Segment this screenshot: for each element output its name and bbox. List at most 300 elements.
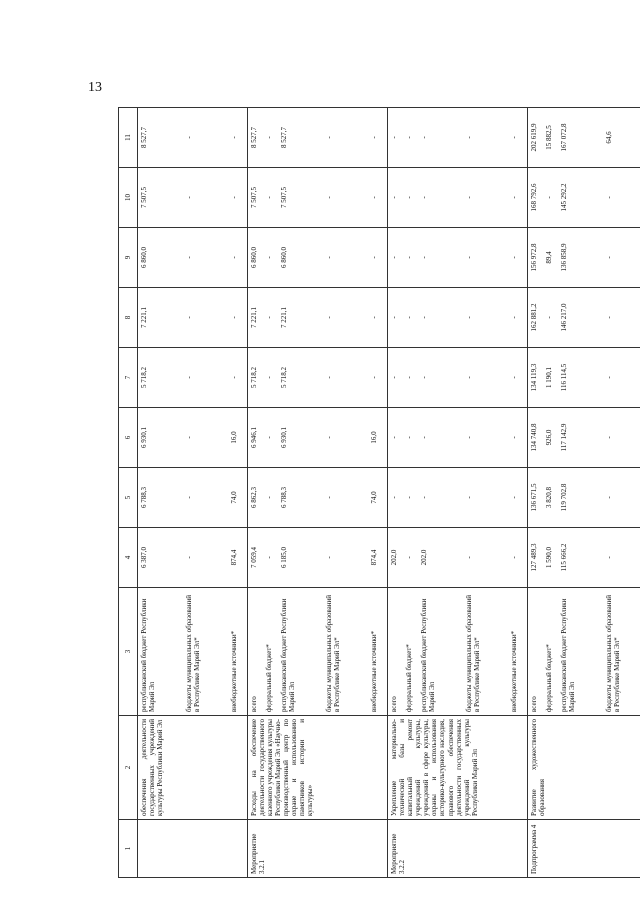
line-gap	[258, 171, 265, 224]
line-gap	[538, 531, 545, 584]
funding-source-label: внебюджетные источники*	[510, 630, 519, 712]
line-gap	[238, 591, 245, 712]
line-gap	[223, 171, 230, 224]
line-gap	[318, 351, 325, 404]
value-cell-col-11	[138, 108, 248, 168]
line-gap	[398, 231, 405, 284]
value: 134 740,8	[530, 423, 539, 452]
line-gap	[178, 591, 185, 712]
line-gap	[398, 531, 405, 584]
funding-source-label: внебюджетные источники*	[370, 630, 379, 712]
value: -	[370, 316, 379, 319]
line-gap	[503, 111, 510, 164]
value: -	[510, 316, 519, 319]
line-gap	[398, 411, 405, 464]
value: 8 527,7	[280, 127, 289, 148]
value: 202,0	[420, 549, 429, 566]
value: -	[405, 256, 414, 259]
line-gap	[273, 471, 280, 524]
line-gap	[378, 531, 385, 584]
value: -	[230, 136, 238, 139]
line-gap	[518, 111, 525, 164]
value: -	[370, 256, 379, 259]
line-gap	[258, 471, 265, 524]
value: -	[265, 316, 274, 319]
value: 6 860,0	[250, 247, 259, 268]
value: 7 221,1	[280, 307, 289, 328]
line-gap	[413, 471, 420, 524]
value-cell-col-8	[388, 288, 528, 348]
line-gap	[538, 351, 545, 404]
line-gap	[503, 411, 510, 464]
line-gap	[273, 351, 280, 404]
value-cell-col-5	[248, 468, 388, 528]
value: 134 119,3	[530, 363, 539, 392]
line-gap	[238, 231, 245, 284]
row-code-cell: Подпрограмма 4	[528, 820, 640, 878]
value-cell-col-6	[248, 408, 388, 468]
value: 1 590,0	[545, 547, 554, 568]
value: -	[605, 436, 614, 439]
value: -	[390, 436, 399, 439]
table-row	[138, 108, 248, 878]
value-cell-col-4	[248, 528, 388, 588]
line-gap	[273, 411, 280, 464]
line-gap	[503, 471, 510, 524]
funding-source-cell	[138, 588, 248, 716]
line-gap	[598, 591, 605, 712]
value: -	[185, 436, 193, 439]
value: 7 059,4	[250, 547, 259, 568]
value: -	[325, 196, 334, 199]
value: -	[605, 316, 614, 319]
value-cell-col-9	[138, 228, 248, 288]
line-gap	[378, 351, 385, 404]
value: -	[265, 376, 274, 379]
funding-source-label: внебюджетные источники*	[230, 630, 238, 712]
value: -	[510, 496, 519, 499]
line-gap	[238, 531, 245, 584]
line-gap	[518, 531, 525, 584]
row-code-cell: Мероприятие 3.2.1	[248, 820, 388, 878]
value: -	[465, 496, 474, 499]
value: -	[465, 136, 474, 139]
value: 15 882,5	[545, 125, 554, 150]
value: -	[605, 196, 614, 199]
value: -	[230, 376, 238, 379]
line-gap	[458, 411, 465, 464]
value: -	[420, 436, 429, 439]
line-gap	[553, 531, 560, 584]
value: -	[390, 316, 399, 319]
line-gap	[318, 591, 325, 712]
line-gap	[178, 171, 185, 224]
value: 202,0	[390, 549, 399, 566]
line-gap	[413, 111, 420, 164]
value: 926,0	[545, 429, 554, 446]
funding-source-label: бюджеты муниципальных образований в Республике Марий Эл*	[325, 594, 342, 712]
line-gap	[258, 411, 265, 464]
funding-source-label: всего	[530, 696, 539, 712]
line-gap	[318, 291, 325, 344]
value: -	[405, 556, 414, 559]
value: -	[465, 556, 474, 559]
value: -	[370, 196, 379, 199]
row-title-cell: Развитие художественного образования	[528, 716, 640, 820]
table-row	[528, 108, 640, 878]
line-gap	[363, 591, 370, 712]
line-gap	[363, 471, 370, 524]
line-gap	[538, 591, 545, 712]
value-cell-col-4	[388, 528, 528, 588]
line-gap	[553, 171, 560, 224]
line-gap	[223, 591, 230, 712]
col-header-1: 1	[119, 820, 138, 878]
value: -	[185, 376, 193, 379]
funding-source-label: республиканский бюджет Республики Марий Эл	[560, 598, 577, 712]
col-header-11: 11	[119, 108, 138, 168]
value-cell-col-7	[248, 348, 388, 408]
value: 74,0	[230, 491, 238, 504]
value: -	[185, 316, 193, 319]
value: -	[420, 196, 429, 199]
value-cell-col-6	[138, 408, 248, 468]
value: 8 527,7	[250, 127, 259, 148]
funding-source-label: бюджеты муниципальных образований в Республике Марий Эл*	[605, 594, 622, 712]
line-gap	[223, 291, 230, 344]
line-gap	[413, 411, 420, 464]
line-gap	[238, 171, 245, 224]
line-gap	[398, 291, 405, 344]
value-cell-col-10	[138, 168, 248, 228]
line-gap	[413, 351, 420, 404]
value: -	[265, 196, 274, 199]
line-gap	[378, 471, 385, 524]
line-gap	[398, 471, 405, 524]
value: -	[420, 136, 429, 139]
line-gap	[538, 471, 545, 524]
line-gap	[458, 111, 465, 164]
value: -	[605, 496, 614, 499]
value-cell-col-8	[248, 288, 388, 348]
row-title-cell: обеспечения деятельности государственных учреждений культуры Республики Марий Эл	[138, 716, 248, 820]
value-cell-col-9	[388, 228, 528, 288]
value-cell-col-10	[388, 168, 528, 228]
funding-source-cell	[388, 588, 528, 716]
value: 874,4	[230, 549, 238, 566]
line-gap	[363, 351, 370, 404]
value: 89,4	[545, 251, 554, 264]
value: -	[605, 256, 614, 259]
value: 167 072,8	[560, 123, 569, 152]
line-gap	[318, 171, 325, 224]
line-gap	[318, 231, 325, 284]
rotated-budget-table-container	[118, 108, 638, 878]
value: -	[465, 196, 474, 199]
value: -	[185, 496, 193, 499]
col-header-9: 9	[119, 228, 138, 288]
value: 6 930,1	[140, 427, 148, 448]
value: -	[390, 496, 399, 499]
line-gap	[223, 531, 230, 584]
line-gap	[178, 111, 185, 164]
line-gap	[598, 231, 605, 284]
line-gap	[503, 531, 510, 584]
value: -	[325, 556, 334, 559]
line-gap	[538, 411, 545, 464]
line-gap	[178, 291, 185, 344]
value: 6 930,1	[280, 427, 289, 448]
value: -	[420, 496, 429, 499]
line-gap	[413, 591, 420, 712]
table-row	[248, 108, 388, 878]
value: 1 190,1	[545, 367, 554, 388]
value: -	[390, 196, 399, 199]
value-cell-col-6	[388, 408, 528, 468]
value: 64,6	[605, 131, 614, 144]
line-gap	[458, 291, 465, 344]
value: 7 221,1	[140, 307, 148, 328]
line-gap	[458, 351, 465, 404]
value: -	[390, 136, 399, 139]
value: -	[605, 556, 614, 559]
value: 8 527,7	[140, 127, 148, 148]
value: 117 142,9	[560, 423, 569, 452]
line-gap	[273, 591, 280, 712]
line-gap	[223, 471, 230, 524]
line-gap	[518, 291, 525, 344]
col-header-10: 10	[119, 168, 138, 228]
value: -	[465, 256, 474, 259]
value: 6 860,0	[140, 247, 148, 268]
line-gap	[538, 111, 545, 164]
line-gap	[273, 291, 280, 344]
value: -	[405, 196, 414, 199]
line-gap	[258, 231, 265, 284]
value: -	[370, 376, 379, 379]
value: -	[265, 436, 274, 439]
value: 7 507,5	[250, 187, 259, 208]
row-code-cell: Мероприятие 3.2.2	[388, 820, 528, 878]
value-cell-col-10	[248, 168, 388, 228]
line-gap	[398, 351, 405, 404]
line-gap	[378, 591, 385, 712]
value-cell-col-7	[528, 348, 640, 408]
line-gap	[273, 231, 280, 284]
value: -	[230, 256, 238, 259]
table-body	[138, 108, 640, 878]
line-gap	[598, 351, 605, 404]
value: 6 788,3	[280, 487, 289, 508]
value: -	[185, 556, 193, 559]
line-gap	[258, 111, 265, 164]
line-gap	[553, 291, 560, 344]
value: -	[510, 436, 519, 439]
value: 115 666,2	[560, 543, 569, 572]
line-gap	[518, 411, 525, 464]
col-header-3: 3	[119, 588, 138, 716]
value: 74,0	[370, 491, 379, 504]
value: -	[230, 316, 238, 319]
line-gap	[378, 291, 385, 344]
funding-source-label: всего	[250, 696, 259, 712]
col-header-2: 2	[119, 716, 138, 820]
line-gap	[458, 591, 465, 712]
funding-source-label: республиканский бюджет Республики Марий Эл	[140, 598, 157, 712]
line-gap	[238, 471, 245, 524]
value-cell-col-8	[138, 288, 248, 348]
value-cell-col-7	[388, 348, 528, 408]
value-cell-col-10	[528, 168, 640, 228]
value: -	[420, 316, 429, 319]
value: -	[325, 436, 334, 439]
value: -	[510, 256, 519, 259]
line-gap	[598, 291, 605, 344]
line-gap	[538, 291, 545, 344]
funding-source-label: федеральный бюджет*	[545, 644, 554, 712]
line-gap	[598, 471, 605, 524]
value: 5 718,2	[280, 367, 289, 388]
line-gap	[318, 411, 325, 464]
line-gap	[598, 171, 605, 224]
line-gap	[238, 111, 245, 164]
value-cell-col-9	[528, 228, 640, 288]
line-gap	[598, 411, 605, 464]
value: 7 507,5	[280, 187, 289, 208]
value: -	[325, 136, 334, 139]
value-cell-col-11	[248, 108, 388, 168]
value: 3 820,8	[545, 487, 554, 508]
line-gap	[258, 291, 265, 344]
line-gap	[398, 171, 405, 224]
value: 6 946,1	[250, 427, 259, 448]
value: -	[230, 196, 238, 199]
value: -	[325, 376, 334, 379]
value: 874,4	[370, 549, 379, 566]
line-gap	[223, 411, 230, 464]
line-gap	[178, 231, 185, 284]
value: 6 862,3	[250, 487, 259, 508]
funding-source-label: бюджеты муниципальных образований в Республике Марий Эл*	[185, 594, 202, 712]
line-gap	[413, 531, 420, 584]
value-cell-col-4	[138, 528, 248, 588]
line-gap	[223, 351, 230, 404]
value: -	[510, 376, 519, 379]
value: -	[510, 136, 519, 139]
line-gap	[518, 231, 525, 284]
value: 6 387,0	[140, 547, 148, 568]
line-gap	[378, 111, 385, 164]
line-gap	[518, 171, 525, 224]
value: -	[465, 436, 474, 439]
value: 6 185,0	[280, 547, 289, 568]
line-gap	[413, 291, 420, 344]
value: -	[510, 556, 519, 559]
line-gap	[503, 351, 510, 404]
line-gap	[458, 231, 465, 284]
value: -	[185, 256, 193, 259]
value: 5 718,2	[250, 367, 259, 388]
value: -	[405, 376, 414, 379]
value: -	[420, 376, 429, 379]
line-gap	[273, 531, 280, 584]
value: -	[420, 256, 429, 259]
row-code-cell	[138, 820, 248, 878]
value-cell-col-7	[138, 348, 248, 408]
value: -	[185, 196, 193, 199]
line-gap	[318, 471, 325, 524]
line-gap	[363, 411, 370, 464]
funding-source-label: всего	[390, 696, 399, 712]
value: -	[265, 496, 274, 499]
line-gap	[503, 171, 510, 224]
line-gap	[258, 531, 265, 584]
line-gap	[363, 531, 370, 584]
line-gap	[273, 111, 280, 164]
line-gap	[458, 471, 465, 524]
line-gap	[553, 591, 560, 712]
line-gap	[518, 591, 525, 712]
value: 6 788,3	[140, 487, 148, 508]
value: -	[370, 136, 379, 139]
line-gap	[238, 351, 245, 404]
value: 146 217,0	[560, 303, 569, 332]
row-title-cell: Расходы на обеспечение деятельности государственного казенного учреждения культуры Республики Марий Эл «Научно-производственный центр по охране и использованию памятников истории и культуры»	[248, 716, 388, 820]
value: -	[325, 256, 334, 259]
value: -	[390, 376, 399, 379]
funding-source-label: республиканский бюджет Республики Марий Эл	[420, 598, 437, 712]
value: 6 860,0	[280, 247, 289, 268]
value-cell-col-6	[528, 408, 640, 468]
col-header-7: 7	[119, 348, 138, 408]
value: 16,0	[370, 431, 379, 444]
line-gap	[553, 111, 560, 164]
line-gap	[458, 531, 465, 584]
value: 116 114,5	[560, 363, 569, 392]
value: -	[545, 316, 554, 319]
value: -	[185, 136, 193, 139]
funding-source-label: республиканский бюджет Республики Марий Эл	[280, 598, 297, 712]
funding-source-label: бюджеты муниципальных образований в Республике Марий Эл*	[465, 594, 482, 712]
value: -	[405, 316, 414, 319]
line-gap	[238, 291, 245, 344]
header-row	[119, 108, 138, 878]
line-gap	[258, 351, 265, 404]
value: 168 792,6	[530, 183, 539, 212]
value: 5 718,2	[140, 367, 148, 388]
budget-table	[118, 107, 640, 878]
line-gap	[538, 171, 545, 224]
row-title-cell: Укрепление материально-технической базы и капитальный ремонт учреждений культуры, учреждений в сфере культуры, охраны и использования историко-культурного наследия, правового обеспечения деятельности государственных учреждений культуры Республики Марий Эл	[388, 716, 528, 820]
table-row	[388, 108, 528, 878]
line-gap	[363, 171, 370, 224]
line-gap	[553, 411, 560, 464]
line-gap	[413, 171, 420, 224]
funding-source-cell	[248, 588, 388, 716]
line-gap	[503, 291, 510, 344]
line-gap	[273, 171, 280, 224]
line-gap	[363, 111, 370, 164]
col-header-5: 5	[119, 468, 138, 528]
line-gap	[598, 111, 605, 164]
value-cell-col-5	[388, 468, 528, 528]
line-gap	[178, 411, 185, 464]
line-gap	[178, 351, 185, 404]
line-gap	[178, 531, 185, 584]
value: -	[265, 256, 274, 259]
value: 202 619,9	[530, 123, 539, 152]
value: -	[405, 136, 414, 139]
